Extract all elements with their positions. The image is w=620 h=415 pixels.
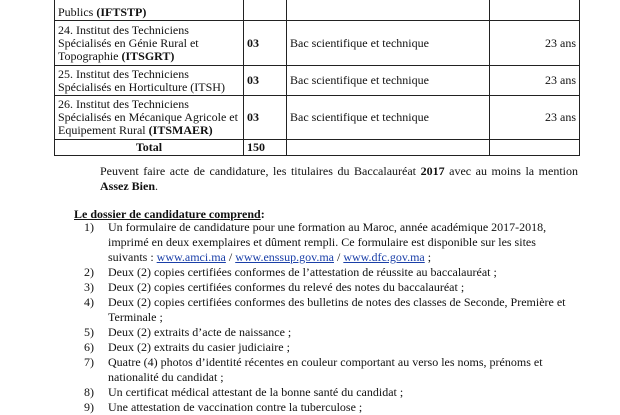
institute-name: Institut des Techniciens Spécialisés en Génie Rural et Topographie xyxy=(58,22,199,63)
list-item xyxy=(78,355,578,385)
institute-abbr: (ITSGRT) xyxy=(121,48,175,63)
item-number: 3) xyxy=(84,280,94,294)
item-text: Un certificat médical attestant de la bonne santé du candidat ; xyxy=(108,385,404,399)
table-total-row xyxy=(55,140,580,156)
row-number: 25. xyxy=(58,66,73,81)
institute-abbr: (ITSMAER) xyxy=(148,123,213,137)
item-text: Deux (2) copies certifiées conformes de l’attestation de réussite au baccalauréat ; xyxy=(108,265,497,279)
list-item xyxy=(78,400,578,415)
item-text: Deux (2) extraits du casier judiciaire ; xyxy=(108,340,290,354)
paragraph-text: . xyxy=(155,179,158,193)
institutes-table xyxy=(54,0,580,156)
empty-cell xyxy=(490,140,580,156)
link-separator: / xyxy=(333,250,344,264)
dossier-heading-text: Le dossier de candidature comprend xyxy=(74,207,261,221)
item-text: Un formulaire de candidature pour une formation au Maroc, année académique 2017-2018, imprimé en deux exemplaires et dûment rempli. Ce formulaire est disponible sur les sites suivants : xyxy=(108,220,547,264)
row-number: 24. xyxy=(58,22,73,37)
link-dfc[interactable]: www.dfc.gov.ma xyxy=(343,250,425,264)
paragraph-year: 2017 xyxy=(420,164,445,178)
age-cell: 23 ans xyxy=(490,66,580,96)
institute-name-cell xyxy=(55,21,244,66)
list-item xyxy=(78,385,578,400)
institute-name-cell xyxy=(55,66,244,96)
institute-abbr: (IFTSTP) xyxy=(96,5,147,19)
list-item xyxy=(78,220,578,265)
table-row xyxy=(55,66,580,96)
paragraph-text: avec au moins la mention xyxy=(444,164,578,178)
item-number: 5) xyxy=(84,325,94,339)
item-text: Deux (2) copies certifiées conformes du relevé des notes du baccalauréat ; xyxy=(108,280,465,294)
age-cell xyxy=(490,0,580,21)
table-row xyxy=(55,21,580,66)
paragraph-mention: Assez Bien xyxy=(100,179,155,193)
list-item xyxy=(78,340,578,355)
item-number: 6) xyxy=(84,340,94,354)
total-label: Total xyxy=(55,140,244,156)
link-enssup[interactable]: www.enssup.gov.ma xyxy=(235,250,334,264)
item-number: 8) xyxy=(84,385,94,399)
dossier-heading-colon: : xyxy=(260,207,265,221)
list-item xyxy=(78,325,578,340)
list-item xyxy=(78,280,578,295)
link-amci[interactable]: www.amci.ma xyxy=(156,250,226,264)
item-number: 1) xyxy=(84,220,94,234)
institute-name-cell xyxy=(55,96,244,140)
table-row xyxy=(55,0,580,21)
institute-name: Publics xyxy=(58,5,97,19)
dossier-list xyxy=(78,220,578,415)
places-cell xyxy=(244,0,287,21)
eligibility-paragraph xyxy=(100,164,578,194)
diploma-cell xyxy=(287,0,490,21)
item-text: ; xyxy=(424,250,432,264)
diploma-cell: Bac scientifique et technique xyxy=(287,21,490,66)
diploma-cell: Bac scientifique et technique xyxy=(287,66,490,96)
places-cell: 03 xyxy=(244,96,287,140)
item-text: Une attestation de vaccination contre la tuberculose ; xyxy=(108,400,363,414)
list-item xyxy=(78,295,578,325)
item-number: 4) xyxy=(84,295,94,309)
list-item xyxy=(78,265,578,280)
total-value: 150 xyxy=(244,140,287,156)
item-text: Deux (2) copies certifiées conformes des bulletins de notes des classes de Seconde, Première et Terminale ; xyxy=(108,295,566,324)
item-number: 9) xyxy=(84,400,94,414)
diploma-cell: Bac scientifique et technique xyxy=(287,96,490,140)
institute-name: Institut des Techniciens Spécialisés en Mécanique Agricole et Equipement Rural xyxy=(58,97,238,137)
places-cell: 03 xyxy=(244,21,287,66)
item-text: Quatre (4) photos d’identité récentes en couleur comportant au verso les noms, prénoms et nationalité du candidat ; xyxy=(108,355,543,384)
item-number: 2) xyxy=(84,265,94,279)
row-number: 26. xyxy=(58,97,73,111)
link-separator: / xyxy=(225,250,236,264)
item-text: Deux (2) extraits d’acte de naissance ; xyxy=(108,325,292,339)
paragraph-text: Peuvent faire acte de candidature, les titulaires du Baccalauréat xyxy=(100,164,421,178)
institute-name-cell xyxy=(55,0,244,21)
empty-cell xyxy=(287,140,490,156)
institute-name: Institut des Techniciens Spécialisés en Horticulture (ITSH) xyxy=(58,66,225,94)
age-cell: 23 ans xyxy=(490,21,580,66)
item-number: 7) xyxy=(84,355,94,369)
age-cell: 23 ans xyxy=(490,96,580,140)
places-cell: 03 xyxy=(244,66,287,96)
table-row xyxy=(55,96,580,140)
